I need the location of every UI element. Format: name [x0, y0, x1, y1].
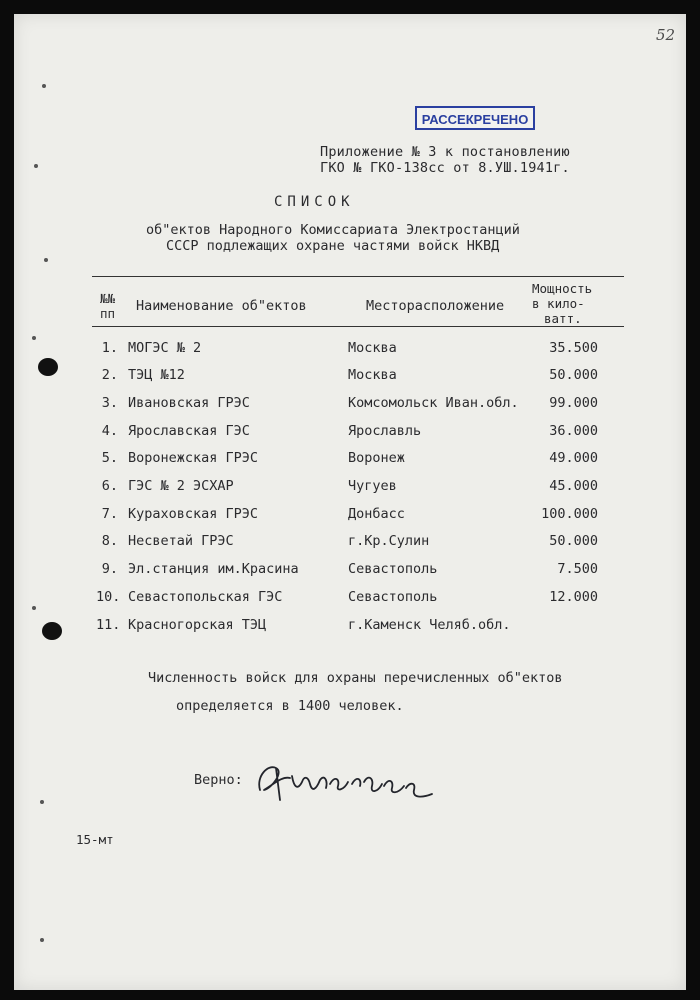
margin-dot: [32, 336, 36, 340]
note-line-2: определяется в 1400 человек.: [176, 698, 404, 714]
note-line-1: Численность войск для охраны перечисленных об"ектов: [148, 670, 563, 686]
row-power: 50.000: [549, 367, 598, 383]
row-number: 2.: [101, 367, 118, 383]
row-number: 5.: [101, 450, 118, 466]
table-top-rule: [92, 276, 624, 277]
row-object-name: Красногорская ТЭЦ: [128, 617, 267, 633]
margin-dot: [42, 84, 46, 88]
punch-hole: [42, 622, 62, 640]
row-object-name: Ивановская ГРЭС: [128, 395, 250, 411]
row-location: Донбасс: [348, 506, 405, 522]
row-power: 12.000: [549, 589, 598, 605]
header-num-line-1: №№: [100, 291, 116, 306]
header-power-line-3: ватт.: [544, 311, 582, 326]
row-object-name: МОГЭС № 2: [128, 340, 202, 356]
row-number: 6.: [101, 478, 118, 494]
row-object-name: ГЭС № 2 ЭСХАР: [128, 478, 234, 494]
row-object-name: ТЭЦ №12: [128, 367, 185, 383]
row-location: Чугуев: [348, 478, 397, 494]
punch-hole: [38, 358, 58, 376]
row-power: 99.000: [549, 395, 598, 411]
signature-label: Верно:: [194, 772, 243, 788]
row-location: Ярославль: [348, 423, 422, 439]
handwritten-signature: [254, 754, 454, 818]
row-power: 50.000: [549, 533, 598, 549]
row-number: 9.: [101, 561, 118, 577]
row-number: 8.: [101, 533, 118, 549]
row-location: Севастополь: [348, 561, 438, 577]
table-header-rule: [92, 326, 624, 327]
row-object-name: Воронежская ГРЭС: [128, 450, 259, 466]
header-num-line-2: пп: [100, 306, 116, 321]
row-power: 35.500: [549, 340, 598, 356]
subtitle-line-1: об"ектов Народного Комиссариата Электростанций: [146, 222, 520, 238]
header-location: Месторасположение: [366, 298, 505, 314]
row-location: Севастополь: [348, 589, 438, 605]
row-object-name: Эл.станция им.Красина: [128, 561, 299, 577]
row-number: 11.: [96, 617, 121, 633]
row-location: Москва: [348, 340, 397, 356]
margin-dot: [44, 258, 48, 262]
appendix-line-2: ГКО № ГКО-138сс от 8.УШ.1941г.: [320, 160, 570, 176]
row-location: г.Каменск Челяб.обл.: [348, 617, 511, 633]
page-number: 52: [656, 26, 676, 44]
header-name: Наименование об"ектов: [136, 298, 307, 314]
row-location: Москва: [348, 367, 397, 383]
appendix-line-1: Приложение № 3 к постановлению: [320, 144, 570, 160]
row-power: 100.000: [541, 506, 598, 522]
header-power-line-1: Мощность: [532, 281, 593, 296]
header-power-line-2: в кило-: [532, 296, 585, 311]
row-power: 7.500: [557, 561, 598, 577]
margin-dot: [32, 606, 36, 610]
row-number: 1.: [101, 340, 118, 356]
row-object-name: Ярославская ГЭС: [128, 423, 250, 439]
row-power: 49.000: [549, 450, 598, 466]
row-object-name: Несветай ГРЭС: [128, 533, 234, 549]
margin-dot: [40, 938, 44, 942]
margin-dot: [40, 800, 44, 804]
row-object-name: Кураховская ГРЭС: [128, 506, 259, 522]
row-number: 4.: [101, 423, 118, 439]
row-number: 7.: [101, 506, 118, 522]
document-page: [14, 14, 686, 990]
row-number: 10.: [96, 589, 121, 605]
row-location: Воронеж: [348, 450, 405, 466]
row-location: Комсомольск Иван.обл.: [348, 395, 519, 411]
document-title: СПИСОК: [274, 194, 355, 210]
row-number: 3.: [101, 395, 118, 411]
footer-code: 15-мт: [76, 832, 114, 847]
row-location: г.Кр.Сулин: [348, 533, 430, 549]
declassified-stamp: РАССЕКРЕЧЕНО: [415, 106, 535, 130]
row-power: 36.000: [549, 423, 598, 439]
row-object-name: Севастопольская ГЭС: [128, 589, 283, 605]
margin-dot: [34, 164, 38, 168]
subtitle-line-2: СССР подлежащих охране частями войск НКВД: [166, 238, 500, 254]
row-power: 45.000: [549, 478, 598, 494]
